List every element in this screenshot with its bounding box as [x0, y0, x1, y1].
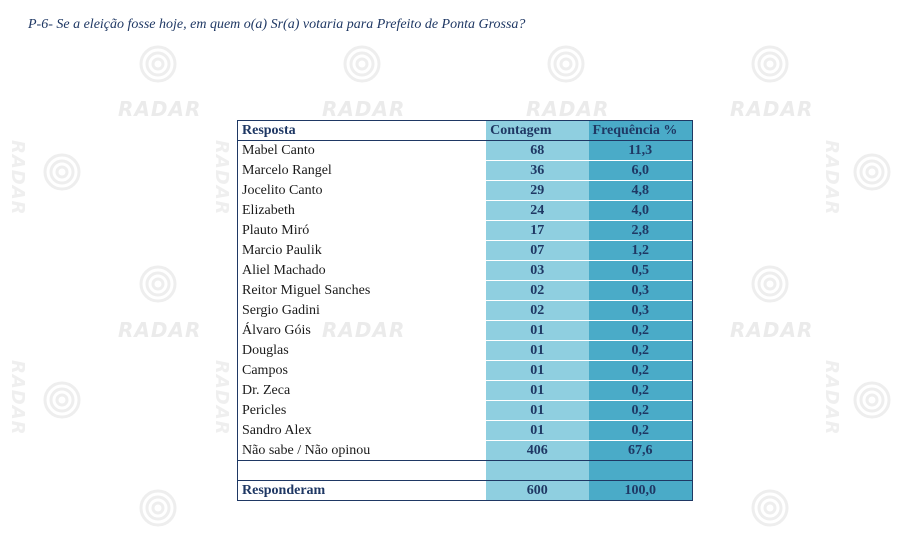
cell-contagem: 07	[486, 241, 588, 261]
table-row	[238, 361, 693, 381]
table-row	[238, 421, 693, 441]
radar-logo-icon	[852, 152, 892, 192]
table-row	[238, 281, 693, 301]
cell-contagem: 01	[486, 381, 588, 401]
cell-resposta: Aliel Machado	[238, 261, 487, 281]
table-row	[238, 181, 693, 201]
cell-frequencia: 2,8	[589, 221, 693, 241]
cell-resposta: Marcelo Rangel	[238, 161, 487, 181]
total-frequencia: 100,0	[589, 481, 693, 501]
table-row	[238, 241, 693, 261]
table-row	[238, 141, 693, 161]
watermark-text: RADAR	[118, 318, 202, 342]
cell-contagem: 02	[486, 281, 588, 301]
table-body	[238, 141, 693, 461]
cell-contagem: 01	[486, 401, 588, 421]
cell-frequencia: 0,2	[589, 421, 693, 441]
watermark-vertical-text: RADAR	[211, 360, 232, 436]
watermark-vertical-text: RADAR	[821, 360, 842, 436]
results-table	[237, 120, 693, 501]
watermark-vertical-text: RADAR	[821, 140, 842, 216]
cell-frequencia: 6,0	[589, 161, 693, 181]
table-spacer-row	[238, 461, 693, 481]
watermark-text: RADAR	[322, 97, 406, 121]
cell-resposta: Mabel Canto	[238, 141, 487, 161]
cell-resposta: Não sabe / Não opinou	[238, 441, 487, 461]
cell-contagem: 01	[486, 341, 588, 361]
watermark-text: RADAR	[118, 97, 202, 121]
cell-contagem: 36	[486, 161, 588, 181]
cell-contagem: 68	[486, 141, 588, 161]
table-header-row	[238, 121, 693, 141]
table-total-row	[238, 481, 693, 501]
cell-frequencia: 67,6	[589, 441, 693, 461]
cell-frequencia: 1,2	[589, 241, 693, 261]
radar-logo-icon	[42, 380, 82, 420]
table-row	[238, 341, 693, 361]
cell-frequencia: 0,2	[589, 381, 693, 401]
question-title: P-6- Se a eleição fosse hoje, em quem o(a) Sr(a) votaria para Prefeito de Ponta Grossa?	[28, 17, 526, 32]
cell-frequencia: 4,8	[589, 181, 693, 201]
table-row	[238, 161, 693, 181]
cell-contagem: 01	[486, 361, 588, 381]
watermark-text: RADAR	[526, 97, 610, 121]
cell-resposta: Sandro Alex	[238, 421, 487, 441]
cell-frequencia: 0,2	[589, 401, 693, 421]
watermark-vertical-text: RADAR	[211, 140, 232, 216]
radar-logo-icon	[852, 380, 892, 420]
header-frequencia: Frequência %	[589, 121, 693, 141]
cell-contagem: 03	[486, 261, 588, 281]
table-row	[238, 301, 693, 321]
table-row	[238, 321, 693, 341]
cell-resposta: Jocelito Canto	[238, 181, 487, 201]
cell-contagem: 02	[486, 301, 588, 321]
radar-logo-icon	[750, 44, 790, 84]
watermark-text: RADAR	[730, 318, 814, 342]
cell-resposta: Álvaro Góis	[238, 321, 487, 341]
table-row	[238, 401, 693, 421]
radar-logo-icon	[750, 488, 790, 528]
header-contagem: Contagem	[486, 121, 588, 141]
radar-logo-icon	[138, 488, 178, 528]
radar-logo-icon	[42, 152, 82, 192]
watermark-vertical-text: RADAR	[7, 140, 28, 216]
cell-contagem: 406	[486, 441, 588, 461]
cell-resposta: Sergio Gadini	[238, 301, 487, 321]
total-label: Responderam	[238, 481, 487, 501]
table-row	[238, 381, 693, 401]
radar-logo-icon	[138, 44, 178, 84]
cell-resposta: Dr. Zeca	[238, 381, 487, 401]
cell-resposta: Plauto Miró	[238, 221, 487, 241]
watermark-text: RADAR	[730, 97, 814, 121]
cell-frequencia: 4,0	[589, 201, 693, 221]
cell-resposta: Douglas	[238, 341, 487, 361]
cell-contagem: 24	[486, 201, 588, 221]
radar-logo-icon	[750, 264, 790, 304]
table-row	[238, 221, 693, 241]
cell-frequencia: 0,3	[589, 301, 693, 321]
table-row	[238, 201, 693, 221]
cell-contagem: 29	[486, 181, 588, 201]
cell-contagem: 01	[486, 421, 588, 441]
cell-resposta: Pericles	[238, 401, 487, 421]
cell-contagem: 01	[486, 321, 588, 341]
cell-frequencia: 0,2	[589, 361, 693, 381]
cell-resposta: Marcio Paulik	[238, 241, 487, 261]
cell-resposta: Elizabeth	[238, 201, 487, 221]
watermark-vertical-text: RADAR	[7, 360, 28, 436]
header-resposta: Resposta	[238, 121, 487, 141]
total-contagem: 600	[486, 481, 588, 501]
radar-logo-icon	[342, 44, 382, 84]
cell-frequencia: 0,2	[589, 341, 693, 361]
cell-contagem: 17	[486, 221, 588, 241]
watermark-text: RADAR	[322, 318, 406, 342]
radar-logo-icon	[546, 44, 586, 84]
table-row	[238, 441, 693, 461]
cell-frequencia: 0,3	[589, 281, 693, 301]
cell-frequencia: 11,3	[589, 141, 693, 161]
cell-frequencia: 0,5	[589, 261, 693, 281]
table-row	[238, 261, 693, 281]
radar-logo-icon	[138, 264, 178, 304]
cell-resposta: Campos	[238, 361, 487, 381]
cell-resposta: Reitor Miguel Sanches	[238, 281, 487, 301]
cell-frequencia: 0,2	[589, 321, 693, 341]
